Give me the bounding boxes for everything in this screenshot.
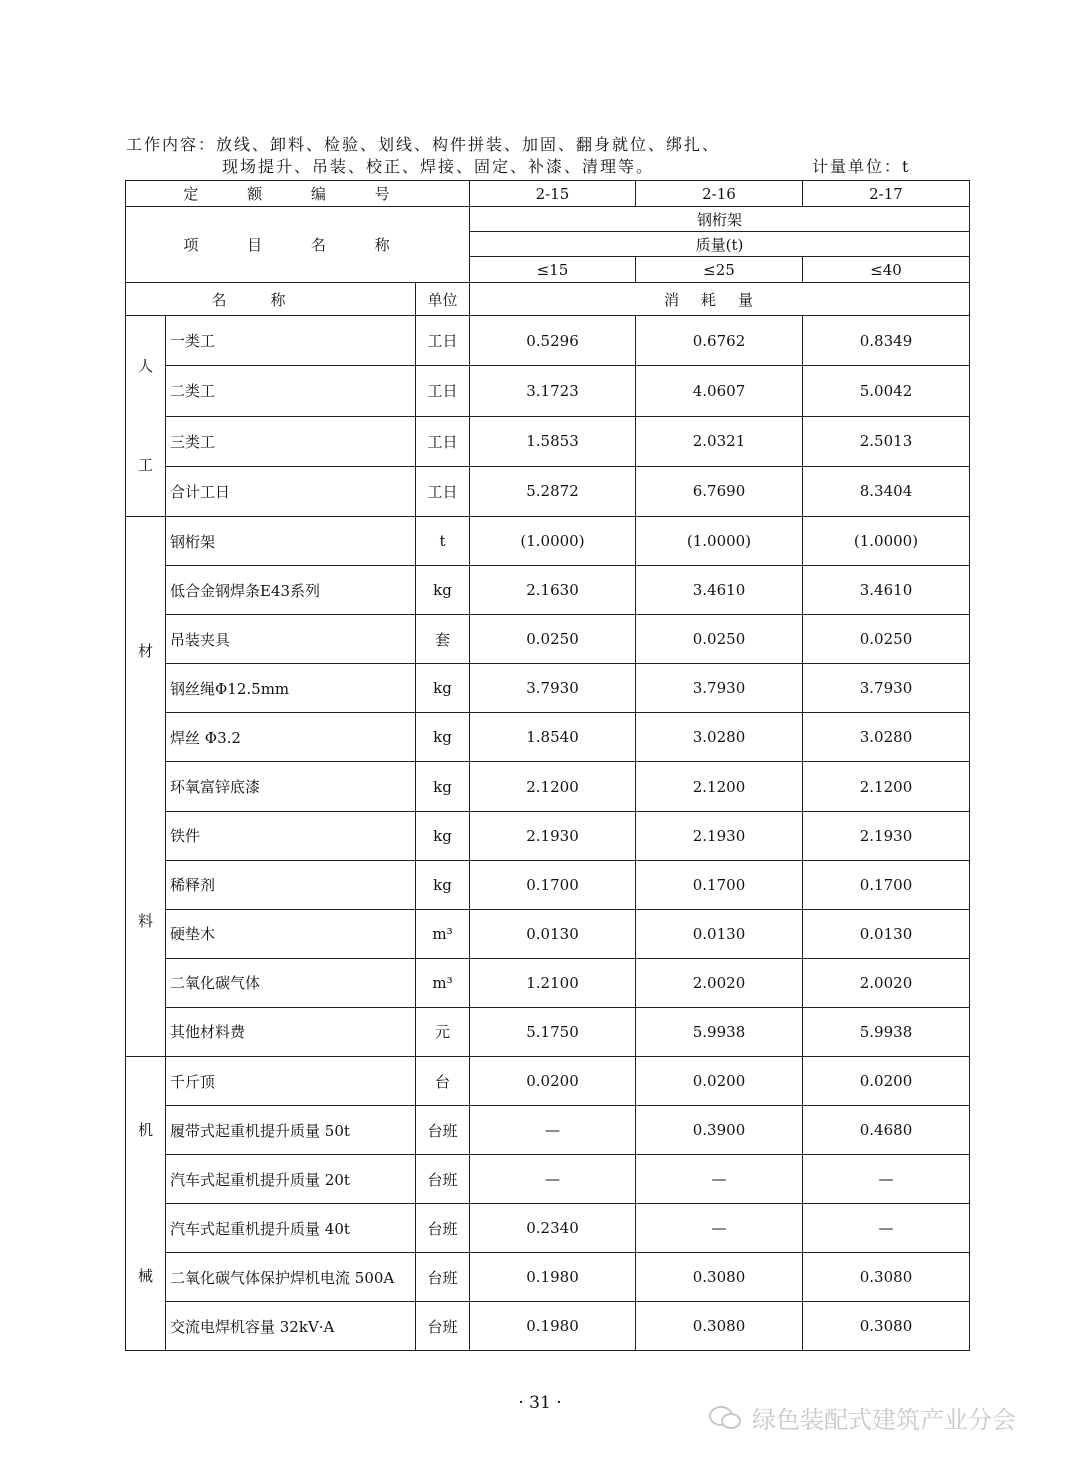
row-value: 0.1700 — [636, 860, 803, 909]
row-value: — — [803, 1155, 970, 1204]
row-name: 二氧化碳气体 — [166, 958, 416, 1007]
row-value: 2.0020 — [636, 958, 803, 1007]
row-value: (1.0000) — [636, 517, 803, 566]
row-unit: 工日 — [416, 466, 470, 516]
row-name: 交流电焊机容量 32kV·A — [166, 1302, 416, 1351]
row-value: 3.1723 — [470, 366, 636, 416]
row-name: 吊装夹具 — [166, 615, 416, 664]
row-value: 3.7930 — [803, 664, 970, 713]
row-value: 5.2872 — [470, 466, 636, 516]
row-unit: 台班 — [416, 1155, 470, 1204]
group-machine: 机 械 — [126, 1057, 166, 1351]
row-value: 0.4680 — [803, 1106, 970, 1155]
row-value: 0.3080 — [803, 1302, 970, 1351]
row-name: 二氧化碳气体保护焊机电流 500A — [166, 1253, 416, 1302]
row-name: 钢桁架 — [166, 517, 416, 566]
row-unit: kg — [416, 713, 470, 762]
row-name: 铁件 — [166, 811, 416, 860]
name-header: 名称 — [126, 283, 416, 316]
row-value: 3.4610 — [803, 566, 970, 615]
row-name: 三类工 — [166, 416, 416, 466]
row-value: 0.5296 — [470, 316, 636, 366]
code-2: 2-16 — [636, 181, 803, 207]
row-name: 合计工日 — [166, 466, 416, 516]
row-value: 1.5853 — [470, 416, 636, 466]
table-row — [126, 811, 970, 860]
row-unit: kg — [416, 860, 470, 909]
row-value: 0.3900 — [636, 1106, 803, 1155]
row-value: 0.0130 — [636, 909, 803, 958]
table-row — [126, 958, 970, 1007]
watermark — [708, 1400, 1016, 1435]
row-value: (1.0000) — [803, 517, 970, 566]
row-value: 0.0250 — [803, 615, 970, 664]
row-unit: kg — [416, 762, 470, 811]
row-value: 0.0200 — [803, 1057, 970, 1106]
table-row — [126, 316, 970, 366]
row-value: 1.8540 — [470, 713, 636, 762]
table-row — [126, 1155, 970, 1204]
row-unit: t — [416, 517, 470, 566]
unit-header: 单位 — [416, 283, 470, 316]
row-value: 0.0200 — [636, 1057, 803, 1106]
table-row — [126, 1007, 970, 1056]
row-value: 2.1930 — [636, 811, 803, 860]
quota-table — [125, 180, 970, 1351]
row-value: 0.0250 — [636, 615, 803, 664]
row-name: 钢丝绳Φ12.5mm — [166, 664, 416, 713]
work-content-line1: 工作内容：放线、卸料、检验、划线、构件拼装、加固、翻身就位、绑扎、 — [126, 135, 721, 154]
row-value: 0.1700 — [470, 860, 636, 909]
row-value: 0.8349 — [803, 316, 970, 366]
row-name: 千斤顶 — [166, 1057, 416, 1106]
row-value: 6.7690 — [636, 466, 803, 516]
row-value: 5.0042 — [803, 366, 970, 416]
table-row — [126, 713, 970, 762]
row-unit: 台班 — [416, 1106, 470, 1155]
row-value: 2.1200 — [470, 762, 636, 811]
row-value: 2.1200 — [636, 762, 803, 811]
row-value: 0.1980 — [470, 1302, 636, 1351]
row-value: 2.0020 — [803, 958, 970, 1007]
row-unit: m³ — [416, 958, 470, 1007]
row-unit: m³ — [416, 909, 470, 958]
row-value: 0.6762 — [636, 316, 803, 366]
row-value: 3.0280 — [803, 713, 970, 762]
row-unit: 套 — [416, 615, 470, 664]
row-name: 其他材料费 — [166, 1007, 416, 1056]
row-value: — — [636, 1204, 803, 1253]
row-value: 0.0130 — [803, 909, 970, 958]
item-name: 钢桁架 — [470, 207, 970, 232]
table-row — [126, 566, 970, 615]
wechat-icon — [708, 1405, 742, 1431]
table-row — [126, 466, 970, 516]
work-content-line2: 现场提升、吊装、校正、焊接、固定、补漆、清理等。 — [222, 157, 655, 176]
row-unit: 工日 — [416, 316, 470, 366]
row-name: 低合金钢焊条E43系列 — [166, 566, 416, 615]
row-unit: 工日 — [416, 416, 470, 466]
row-value: — — [470, 1155, 636, 1204]
quota-label: 定 额 编 号 — [126, 181, 470, 207]
row-unit: 台班 — [416, 1302, 470, 1351]
table-row — [126, 1057, 970, 1106]
row-value: 0.2340 — [470, 1204, 636, 1253]
row-name: 汽车式起重机提升质量 40t — [166, 1204, 416, 1253]
consumption-header: 消耗量 — [470, 283, 970, 316]
row-name: 履带式起重机提升质量 50t — [166, 1106, 416, 1155]
group-labor: 人 工 — [126, 316, 166, 517]
row-value: 0.0130 — [470, 909, 636, 958]
row-unit: 台 — [416, 1057, 470, 1106]
mass-range-1: ≤15 — [470, 257, 636, 283]
row-unit: kg — [416, 664, 470, 713]
row-value: 2.1930 — [470, 811, 636, 860]
row-value: 8.3404 — [803, 466, 970, 516]
row-unit: 元 — [416, 1007, 470, 1056]
row-value: 3.0280 — [636, 713, 803, 762]
unit-note: 计量单位：t — [812, 157, 911, 176]
table-row — [126, 664, 970, 713]
row-value: 1.2100 — [470, 958, 636, 1007]
row-name: 硬垫木 — [166, 909, 416, 958]
code-1: 2-15 — [470, 181, 636, 207]
row-name: 一类工 — [166, 316, 416, 366]
row-value: 0.0200 — [470, 1057, 636, 1106]
table-row — [126, 1106, 970, 1155]
table-row — [126, 1204, 970, 1253]
row-value: 4.0607 — [636, 366, 803, 416]
table-row — [126, 909, 970, 958]
row-value: — — [470, 1106, 636, 1155]
row-value: 2.5013 — [803, 416, 970, 466]
row-name: 焊丝 Φ3.2 — [166, 713, 416, 762]
row-unit: 台班 — [416, 1204, 470, 1253]
table-row — [126, 517, 970, 566]
row-unit: kg — [416, 811, 470, 860]
table-row — [126, 416, 970, 466]
row-value: 0.1700 — [803, 860, 970, 909]
row-value: 5.9938 — [803, 1007, 970, 1056]
mass-range-3: ≤40 — [803, 257, 970, 283]
row-value: 2.1930 — [803, 811, 970, 860]
row-value: — — [803, 1204, 970, 1253]
mass-label: 质量(t) — [470, 232, 970, 257]
row-value: 0.0250 — [470, 615, 636, 664]
row-value: 3.7930 — [636, 664, 803, 713]
table-row — [126, 1253, 970, 1302]
item-label: 项 目 名 称 — [126, 207, 470, 283]
watermark-text: 绿色装配式建筑产业分会 — [752, 1406, 1016, 1434]
row-value: 2.1630 — [470, 566, 636, 615]
table-row — [126, 762, 970, 811]
row-value: 0.1980 — [470, 1253, 636, 1302]
row-name: 稀释剂 — [166, 860, 416, 909]
row-value: — — [636, 1155, 803, 1204]
row-value: 0.3080 — [803, 1253, 970, 1302]
row-value: 2.0321 — [636, 416, 803, 466]
row-value: 0.3080 — [636, 1253, 803, 1302]
table-row — [126, 1302, 970, 1351]
row-value: 2.1200 — [803, 762, 970, 811]
row-value: (1.0000) — [470, 517, 636, 566]
row-value: 3.7930 — [470, 664, 636, 713]
row-name: 环氧富锌底漆 — [166, 762, 416, 811]
row-value: 3.4610 — [636, 566, 803, 615]
row-name: 汽车式起重机提升质量 20t — [166, 1155, 416, 1204]
row-unit: kg — [416, 566, 470, 615]
table-row — [126, 615, 970, 664]
row-value: 0.3080 — [636, 1302, 803, 1351]
row-unit: 工日 — [416, 366, 470, 416]
page-number: · 31 · — [518, 1393, 562, 1413]
row-value: 5.9938 — [636, 1007, 803, 1056]
group-material: 材 料 — [126, 517, 166, 1057]
row-value: 5.1750 — [470, 1007, 636, 1056]
mass-range-2: ≤25 — [636, 257, 803, 283]
work-content — [126, 134, 720, 178]
table-row — [126, 366, 970, 416]
table-row — [126, 860, 970, 909]
row-name: 二类工 — [166, 366, 416, 416]
row-unit: 台班 — [416, 1253, 470, 1302]
code-3: 2-17 — [803, 181, 970, 207]
